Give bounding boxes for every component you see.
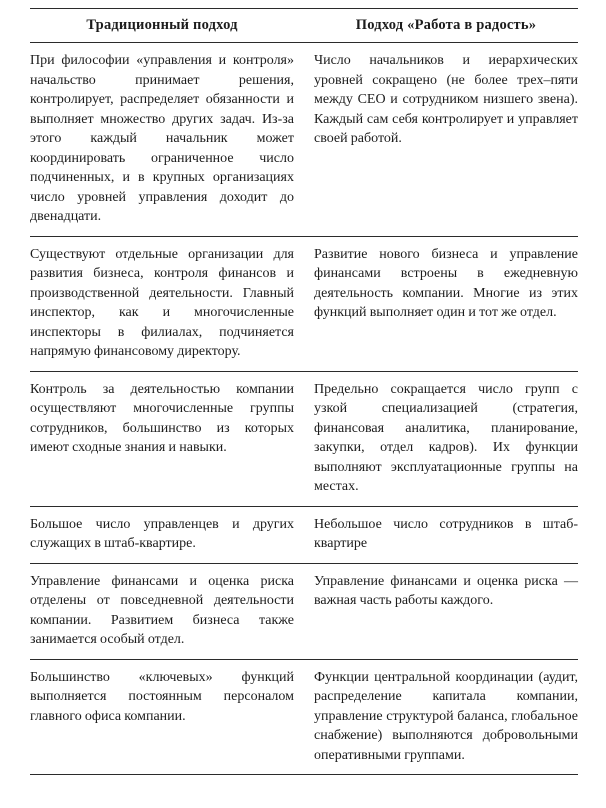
table-row	[30, 372, 578, 507]
column-header-joy-at-work: Подход «Работа в радость»	[355, 17, 537, 33]
cell-traditional-3: Контроль за деятельностью компании осуществляют многочисленные группы сотрудников, большинство из которых имеют сходные знания и навыки.	[30, 381, 294, 455]
table-row	[30, 564, 578, 660]
cell-joy-6: Функции центральной координации (аудит, распределение капитала компании, управление структурой баланса, глобальное снабжение) выполняются добровольными оперативными группами.	[314, 669, 578, 763]
table-row	[30, 660, 578, 776]
column-header-traditional: Традиционный подход	[86, 17, 238, 33]
cell-joy-3: Предельно сокращается число групп с узкой специализацией (стратегия, финансовая аналитика, планирование, закупки, отдел кадров). Их функции выполняют эксплуатационные группы на местах.	[314, 381, 578, 494]
table-header-row	[30, 9, 578, 43]
cell-traditional-1: При философии «управления и контроля» начальство принимает решения, контролирует, распределяет обязанности и выполняет множество других задач. Из-за этого каждый начальник может координировать ограниченное число подчиненных, и в крупных организациях число уровней управления доходит до двенадцати.	[30, 53, 294, 224]
cell-traditional-5: Управление финансами и оценка риска отделены от повседневной деятельности компании. Развитием бизнеса также занимается особый отдел.	[30, 573, 294, 647]
cell-traditional-6: Большинство «ключевых» функций выполняется постоянным персоналом главного офиса компании.	[30, 669, 294, 724]
cell-traditional-2: Существуют отдельные организации для развития бизнеса, контроля финансов и производственной деятельности. Главный инспектор, как и многочисленные инспекторы в филиалах, подчиняется напрямую финансовому директору.	[30, 246, 294, 359]
comparison-table	[30, 8, 578, 775]
table-row	[30, 237, 578, 372]
cell-joy-5: Управление финансами и оценка риска — важная часть работы каждого.	[314, 573, 578, 608]
cell-traditional-4: Большое число управленцев и других служащих в штаб-квартире.	[30, 516, 294, 551]
table-row	[30, 507, 578, 564]
table-row	[30, 43, 578, 237]
cell-joy-4: Небольшое число сотрудников в штаб-квартире	[314, 516, 578, 551]
cell-joy-2: Развитие нового бизнеса и управление финансами встроены в ежедневную деятельность компании. Многие из этих функций выполняет один и тот же отдел.	[314, 246, 578, 320]
cell-joy-1: Число начальников и иерархических уровней сокращено (не более трех–пяти между CEO и сотрудником низшего звена). Каждый сам себя контролирует и управляет своей работой.	[314, 53, 578, 146]
